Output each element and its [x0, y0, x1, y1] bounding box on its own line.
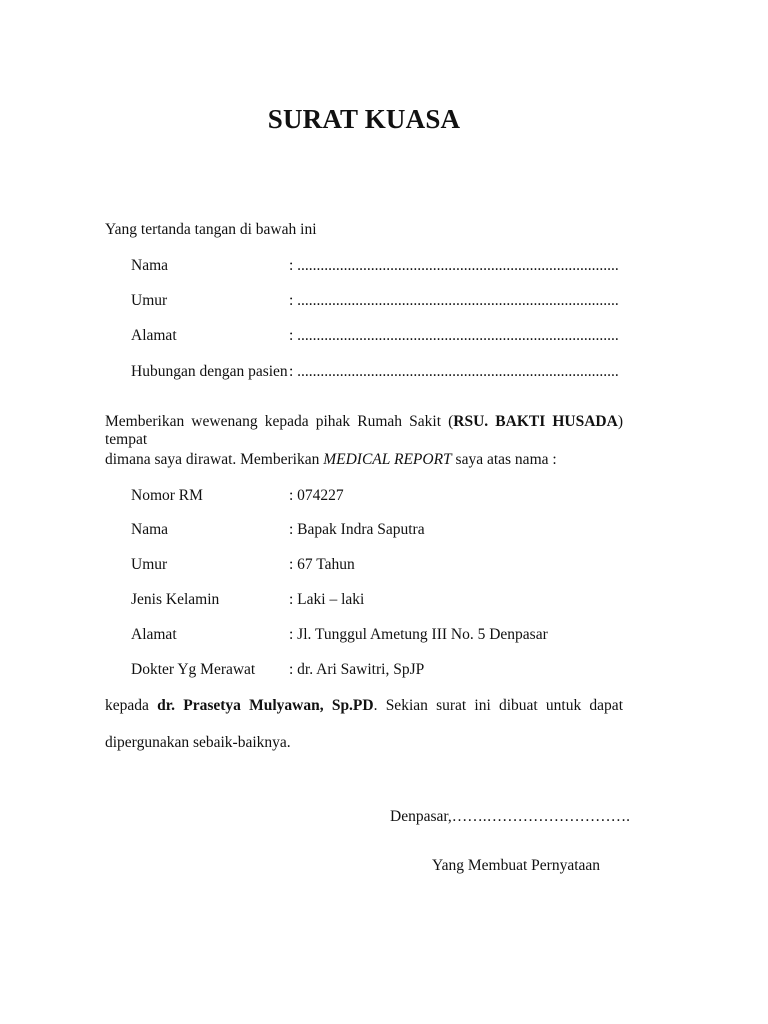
patient-doctor-label: Dokter Yg Merawat: [131, 661, 256, 678]
authority-line-1: [105, 413, 623, 449]
authority-line-2-post: saya atas nama :: [451, 451, 557, 468]
patient-age-value: : 67 Tahun: [289, 556, 355, 573]
document-title: SURAT KUASA: [267, 104, 461, 134]
signer-address-label: Alamat: [131, 327, 177, 344]
patient-gender-label: Jenis Kelamin: [131, 591, 220, 608]
signer-age-label: Umur: [131, 292, 168, 309]
authority-text-post: ) tempat: [105, 413, 623, 448]
medical-report-term: MEDICAL REPORT: [323, 451, 452, 468]
intro-text: Yang tertanda tangan di bawah ini: [105, 221, 317, 238]
hospital-name: RSU. BAKTI HUSADA: [453, 413, 618, 430]
patient-rm-label: Nomor RM: [131, 487, 203, 504]
patient-gender-value: : Laki – laki: [289, 591, 365, 608]
place-date: Denpasar,…….……………………….: [390, 808, 631, 825]
signature-label: Yang Membuat Pernyataan: [432, 857, 601, 874]
patient-rm-value: : 074227: [289, 487, 344, 504]
closing-line-1: [105, 697, 623, 715]
signer-relationship-label: Hubungan dengan pasien: [131, 363, 288, 380]
closing-line-2: dipergunakan sebaik-baiknya.: [105, 734, 291, 751]
patient-doctor-value: : dr. Ari Sawitri, SpJP: [289, 661, 425, 678]
authorized-doctor-name: dr. Prasetya Mulyawan, Sp.PD: [157, 697, 374, 714]
patient-name-value: : Bapak Indra Saputra: [289, 521, 425, 538]
patient-address-label: Alamat: [131, 626, 177, 643]
authority-line-2: [105, 451, 557, 469]
patient-name-label: Nama: [131, 521, 169, 538]
signer-address-field: : ...................................................................................: [289, 327, 619, 344]
signer-relationship-field: : ...................................................................................: [289, 363, 619, 380]
signer-name-field: : ...................................................................................: [289, 257, 619, 274]
patient-age-label: Umur: [131, 556, 168, 573]
signer-name-label: Nama: [131, 257, 169, 274]
closing-text-post: . Sekian surat ini dibuat untuk dapat: [373, 697, 623, 714]
patient-address-value: : Jl. Tunggul Ametung III No. 5 Denpasar: [289, 626, 548, 643]
authority-line-2-pre: dimana saya dirawat. Memberikan: [105, 451, 324, 468]
authority-text-pre: Memberikan wewenang kepada pihak Rumah Sakit (: [105, 413, 454, 430]
closing-text-pre: kepada: [105, 697, 158, 714]
signer-age-field: : ...................................................................................: [289, 292, 619, 309]
